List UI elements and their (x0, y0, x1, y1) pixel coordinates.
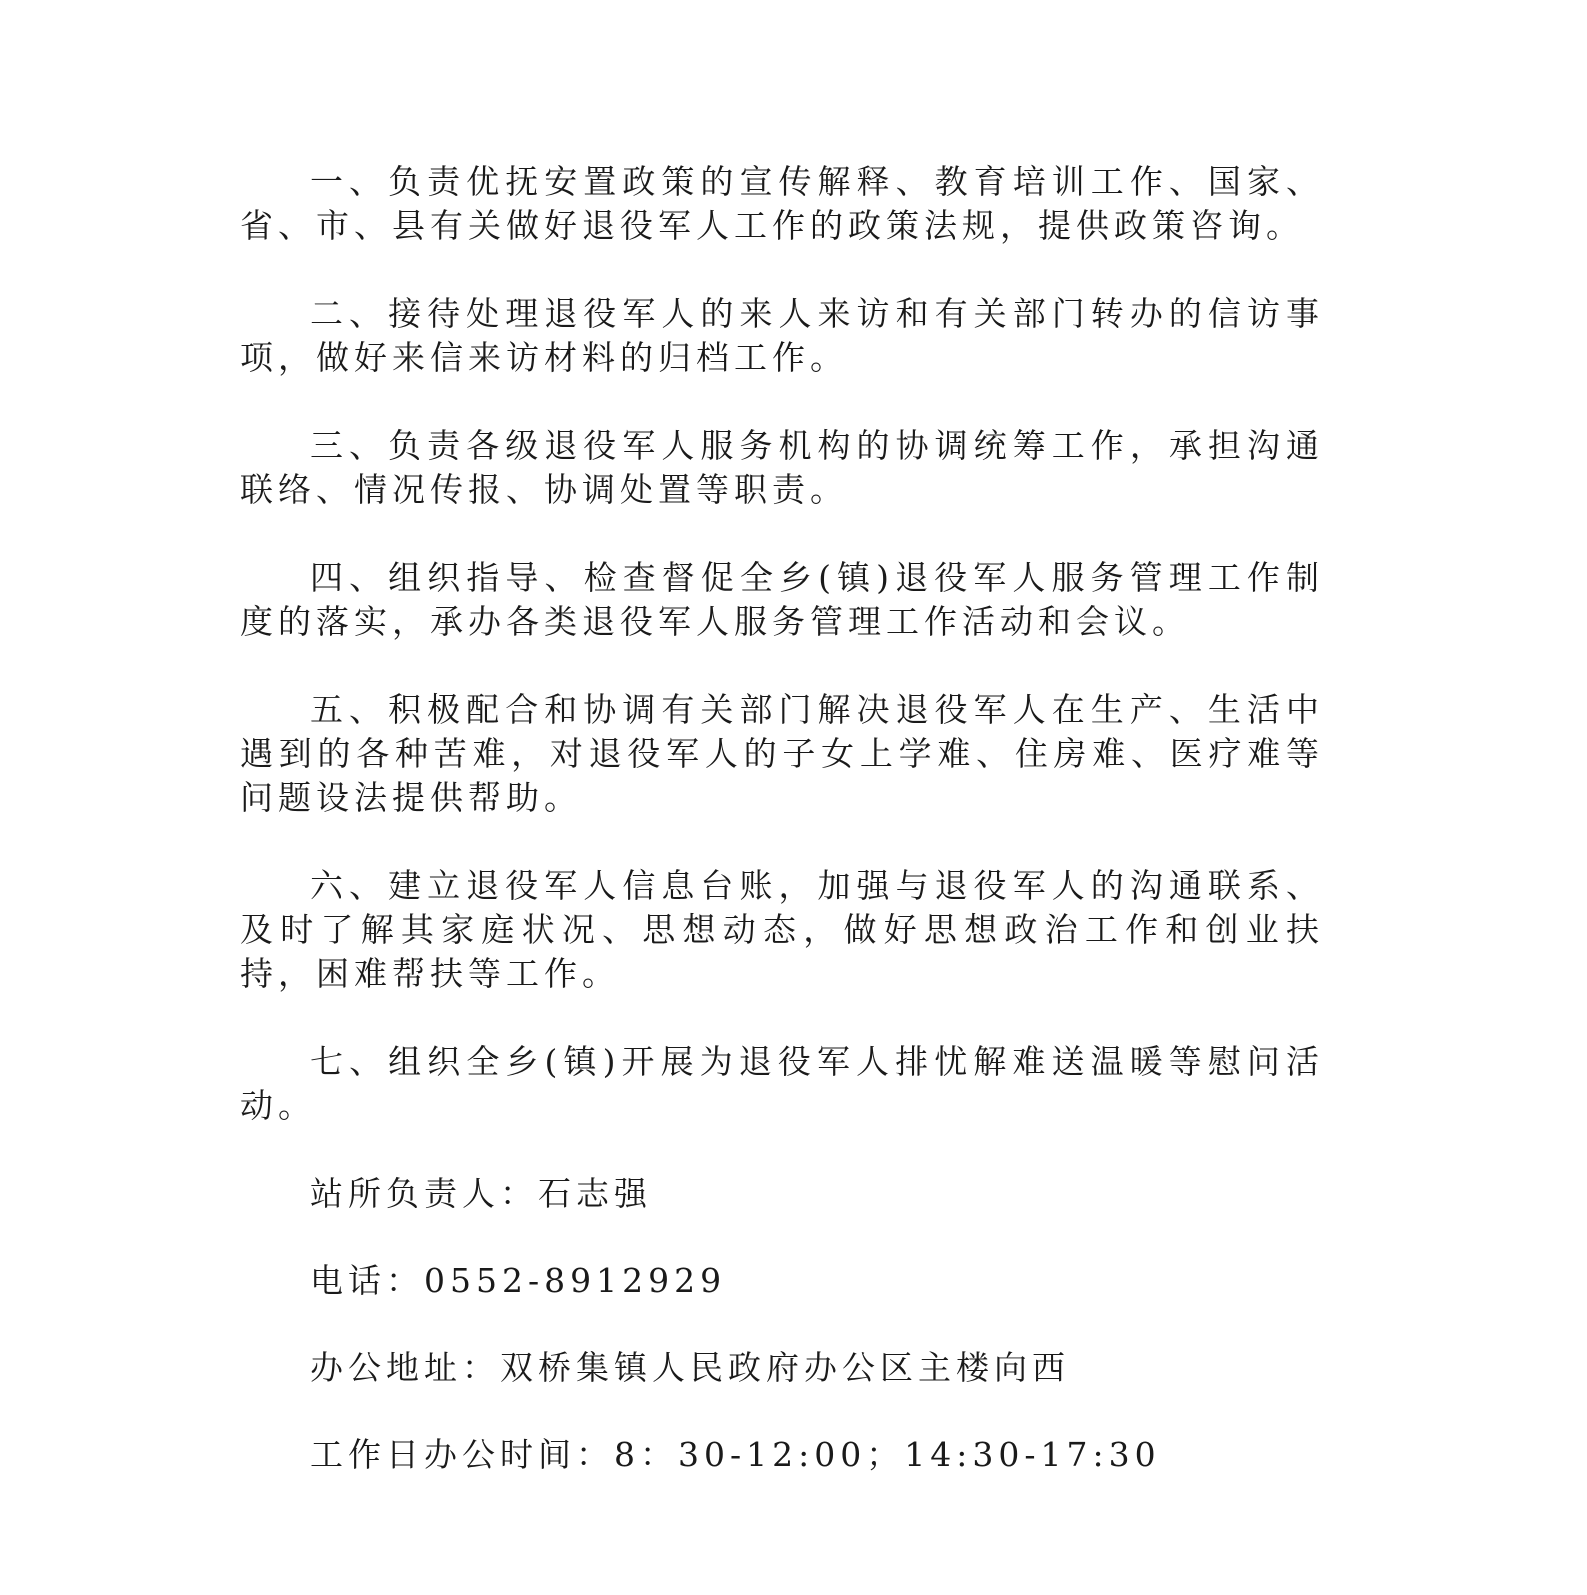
station-leader: 站所负责人：石志强 (310, 1174, 652, 1213)
duty-paragraph-5: 五、积极配合和协调有关部门解决退役军人在生产、生活中遇到的各种苦难，对退役军人的子女上学难、住房难、医疗难等问题设法提供帮助。 (240, 690, 1324, 817)
duty-paragraph-2: 二、接待处理退役军人的来人来访和有关部门转办的信访事项，做好来信来访材料的归档工作。 (240, 294, 1324, 377)
duty-paragraph-6: 六、建立退役军人信息台账，加强与退役军人的沟通联系、及时了解其家庭状况、思想动态，做好思想政治工作和创业扶持，困难帮扶等工作。 (240, 866, 1324, 993)
duty-paragraph-4: 四、组织指导、检查督促全乡(镇)退役军人服务管理工作制度的落实，承办各类退役军人服务管理工作活动和会议。 (240, 558, 1324, 641)
duty-paragraph-1: 一、负责优抚安置政策的宣传解释、教育培训工作、国家、省、市、县有关做好退役军人工作的政策法规，提供政策咨询。 (240, 162, 1324, 245)
office-hours: 工作日办公时间：8：30-12:00；14:30-17:30 (310, 1435, 1161, 1474)
office-address: 办公地址：双桥集镇人民政府办公区主楼向西 (310, 1348, 1070, 1387)
document-page (240, 160, 1324, 1520)
contact-phone: 电话：0552-8912929 (310, 1261, 727, 1300)
duty-paragraph-7: 七、组织全乡(镇)开展为退役军人排忧解难送温暖等慰问活动。 (240, 1042, 1324, 1125)
duty-paragraph-3: 三、负责各级退役军人服务机构的协调统筹工作，承担沟通联络、情况传报、协调处置等职责。 (240, 426, 1324, 509)
